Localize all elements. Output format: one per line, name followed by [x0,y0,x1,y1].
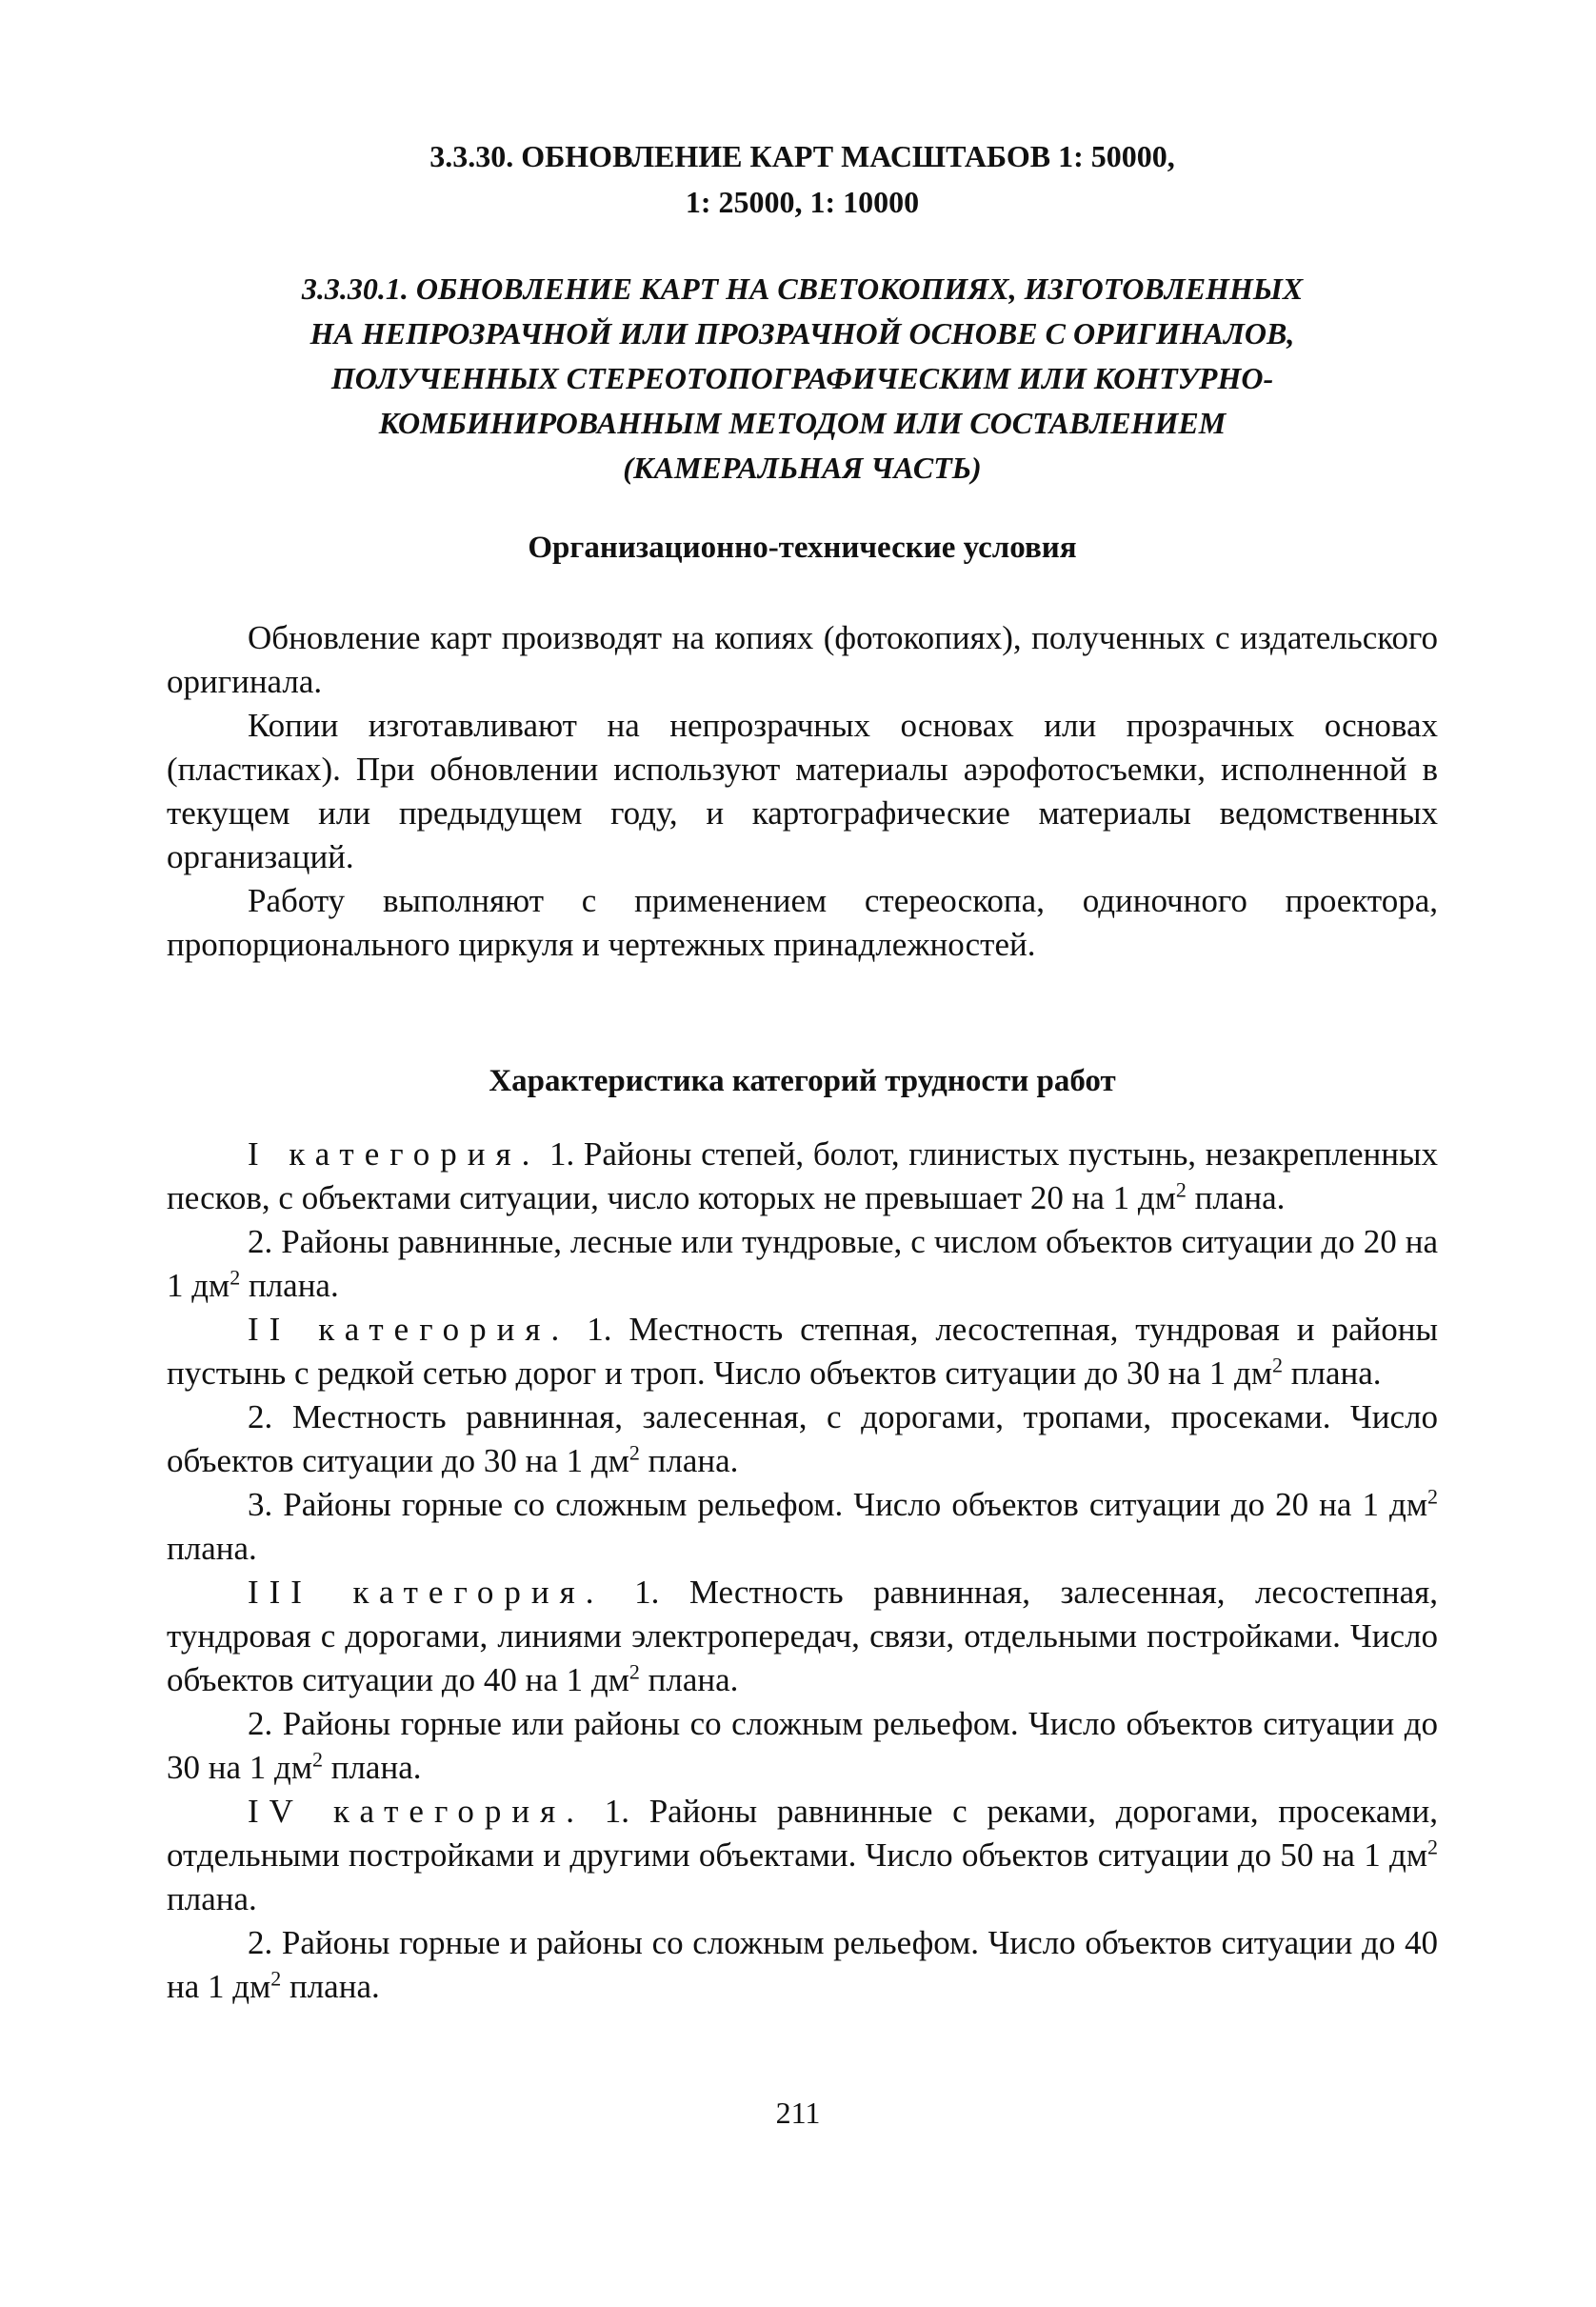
subsection-title-line: (КАМЕРАЛЬНАЯ ЧАСТЬ) [623,451,982,485]
category-label: III категория. [248,1574,605,1611]
categories-heading: Характеристика категорий трудности работ [489,1064,1116,1098]
category-paragraph: 3. Районы горные со сложным рельефом. Число объектов ситуации до 20 на 1 $дм^2$ плана. [167,1484,1439,1567]
org-paragraph: Обновление карт производят на копиях (фотокопиях), полученных с издательского оригинала. [167,619,1438,700]
category-paragraph: IV категория. 1. Районы равнинные с реками, дорогами, просеками, отдельными постройками и другими объектами. Число объектов ситуации до 50 на 1 $дм^2$ плана. [167,1793,1439,1917]
section-title-line-1: 3.3.30. ОБНОВЛЕНИЕ КАРТ МАСШТАБОВ 1: 50000, [429,139,1175,173]
org-paragraph: Копии изготавливают на непрозрачных основах или прозрачных основах (пластиках). При обновлении используют материалы аэрофотосъемки, исполненной в текущем или предыдущем году, и картографические материалы ведомственных организаций. [167,707,1438,875]
category-label: IV категория. [248,1793,586,1830]
document-page [167,133,1438,2009]
category-paragraph: II категория. 1. Местность степная, лесостепная, тундровая и районы пустынь с редкой сетью дорог и троп. Число объектов ситуации до 30 на 1 $дм^2$ плана. [167,1311,1438,1392]
subsection-title [167,267,1438,491]
org-conditions-heading: Организационно-технические условия [528,531,1077,565]
category-paragraph: III категория. 1. Местность равнинная, залесенная, лесостепная, тундровая с дорогами, линиями электропередач, связи, отдельными постройками. Число объектов ситуации до 40 на 1 $дм^2$ плана. [167,1574,1439,1698]
section-title [167,133,1438,225]
section-title-line-2: 1: 25000, 1: 10000 [685,185,920,219]
category-paragraph: 2. Местность равнинная, залесенная, с дорогами, тропами, просеками. Число объектов ситуации до 30 на 1 $дм^2$ плана. [167,1398,1438,1479]
category-paragraph: I категория. 1. Районы степей, болот, глинистых пустынь, незакрепленных песков, с объектами ситуации, число которых не превышает 20 на 1 $дм^2$ плана. [167,1135,1439,1216]
page-number: 211 [775,2096,821,2130]
org-paragraph: Работу выполняют с применением стереоскопа, одиночного проектора, пропорционального циркуля и чертежных принадлежностей. [167,882,1438,963]
subsection-title-line: 3.3.30.1. ОБНОВЛЕНИЕ КАРТ НА СВЕТОКОПИЯХ, ИЗГОТОВЛЕННЫХ [301,271,1304,306]
subsection-title-line: ПОЛУЧЕННЫХ СТЕРЕОТОПОГРАФИЧЕСКИМ ИЛИ КОНТУРНО- [330,361,1274,395]
category-label: I категория. [248,1135,541,1173]
categories-list [167,1133,1438,2009]
subsection-title-line: НА НЕПРОЗРАЧНОЙ ИЛИ ПРОЗРАЧНОЙ ОСНОВЕ С ОРИГИНАЛОВ, [309,316,1295,351]
category-paragraph: 2. Районы горные или районы со сложным рельефом. Число объектов ситуации до 30 на 1 $дм^2$ плана. [167,1705,1438,1786]
category-label: II категория. [248,1311,570,1348]
category-paragraph: 2. Районы горные и районы со сложным рельефом. Число объектов ситуации до 40 на 1 $дм^2$ плана. [167,1924,1438,2005]
category-paragraph: 2. Районы равнинные, лесные или тундровые, с числом объектов ситуации до 20 на 1 $дм^2$ плана. [167,1223,1438,1304]
subsection-title-line: КОМБИНИРОВАННЫМ МЕТОДОМ ИЛИ СОСТАВЛЕНИЕМ [378,406,1227,440]
